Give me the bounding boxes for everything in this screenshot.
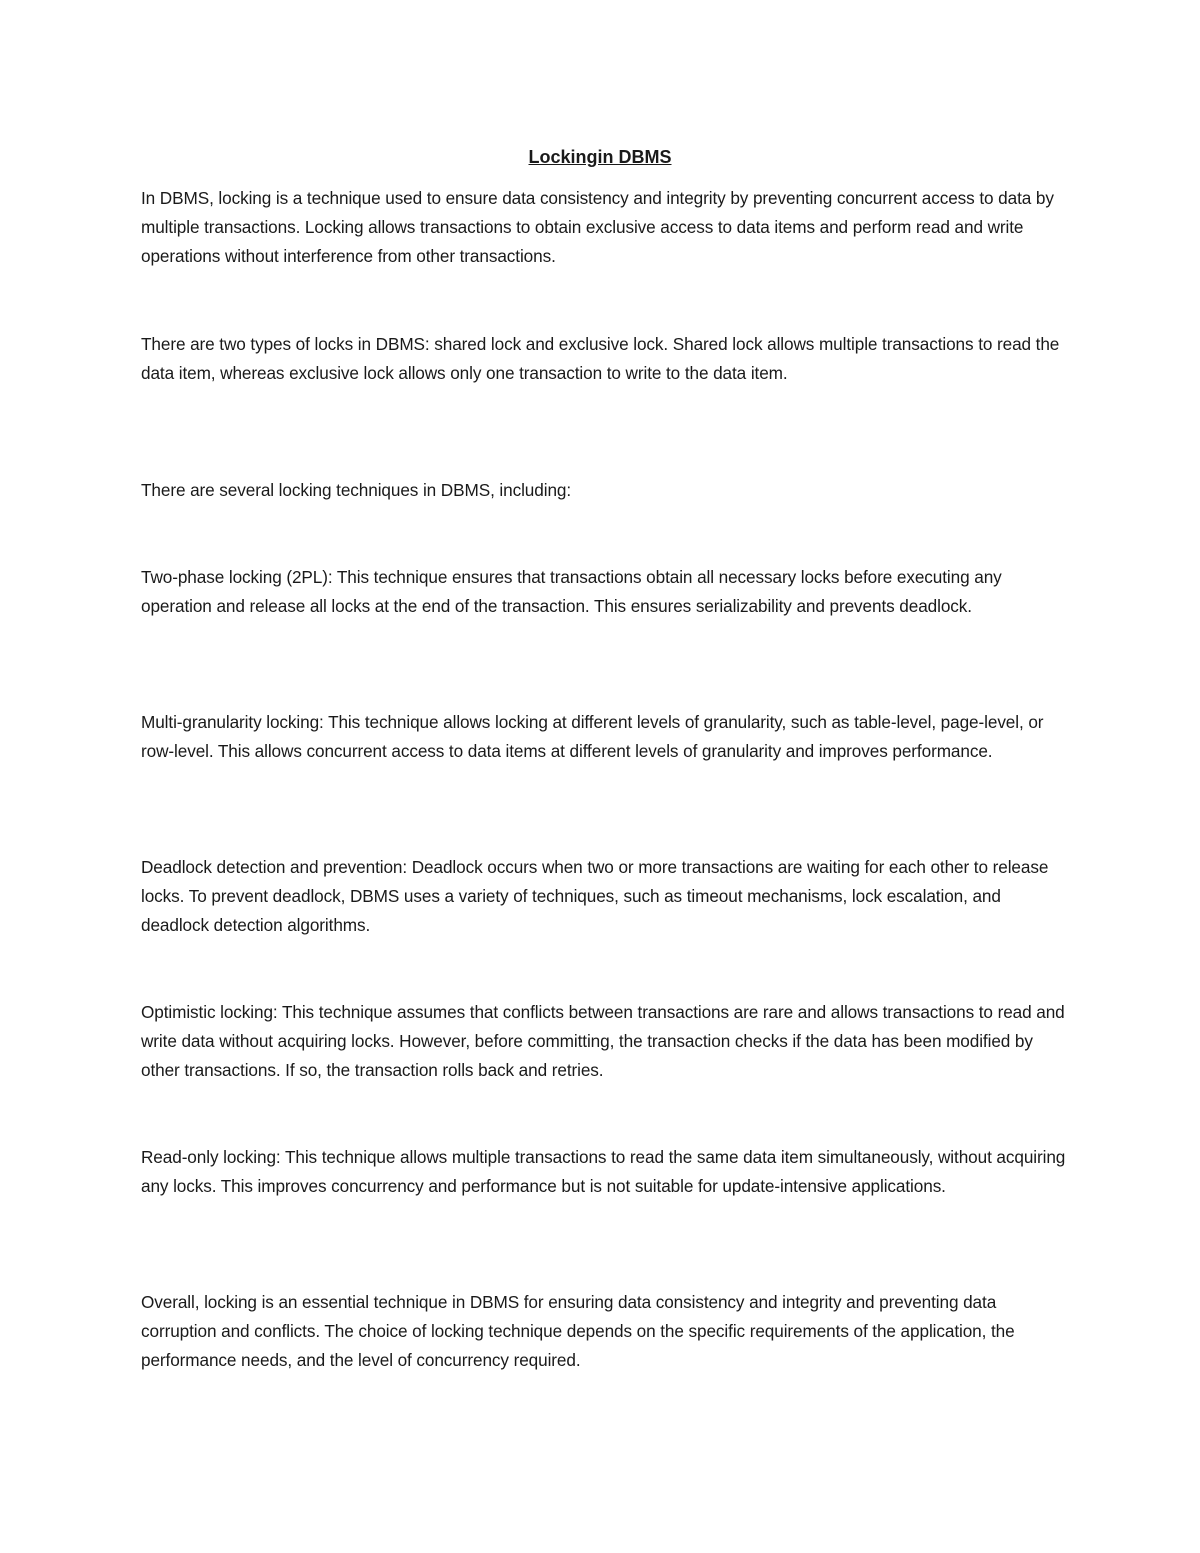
paragraph-intro: In DBMS, locking is a technique used to ensure data consistency and integrity by preventing concurrent access to data by multiple transactions. Locking allows transactions to obtain exclusive access to data items and perform read and write operations without interference from other transactions.: [141, 188, 1054, 266]
document-title: Lockingin DBMS: [528, 147, 672, 167]
paragraph-lock-types: There are two types of locks in DBMS: shared lock and exclusive lock. Shared lock allows multiple transactions to read the data item, whereas exclusive lock allows only one transaction to write to the data item.: [141, 334, 1060, 383]
paragraph-two-phase-locking: Two-phase locking (2PL): This technique ensures that transactions obtain all necessary locks before executing any operation and release all locks at the end of the transaction. This ensures serializability and prevents deadlock.: [141, 567, 1002, 616]
paragraph-techniques-intro: There are several locking techniques in DBMS, including:: [141, 480, 572, 500]
paragraph-read-only: Read-only locking: This technique allows multiple transactions to read the same data item simultaneously, without acquiring any locks. This improves concurrency and performance but is not suitable for update-intensive applications.: [141, 1147, 1066, 1196]
paragraph-multi-granularity: Multi-granularity locking: This technique allows locking at different levels of granularity, such as table-level, page-level, or row-level. This allows concurrent access to data items at different levels of granularity and improves performance.: [141, 712, 1044, 761]
paragraph-deadlock: Deadlock detection and prevention: Deadlock occurs when two or more transactions are waiting for each other to release locks. To prevent deadlock, DBMS uses a variety of techniques, such as timeout mechanisms, lock escalation, and deadlock detection algorithms.: [141, 857, 1049, 935]
paragraph-optimistic: Optimistic locking: This technique assumes that conflicts between transactions are rare and allows transactions to read and write data without acquiring locks. However, before committing, the transaction checks if the data has been modified by other transactions. If so, the transaction rolls back and retries.: [141, 1002, 1065, 1080]
paragraph-overall: Overall, locking is an essential technique in DBMS for ensuring data consistency and integrity and preventing data corruption and conflicts. The choice of locking technique depends on the specific requirements of the application, the performance needs, and the level of concurrency required.: [141, 1292, 1015, 1370]
